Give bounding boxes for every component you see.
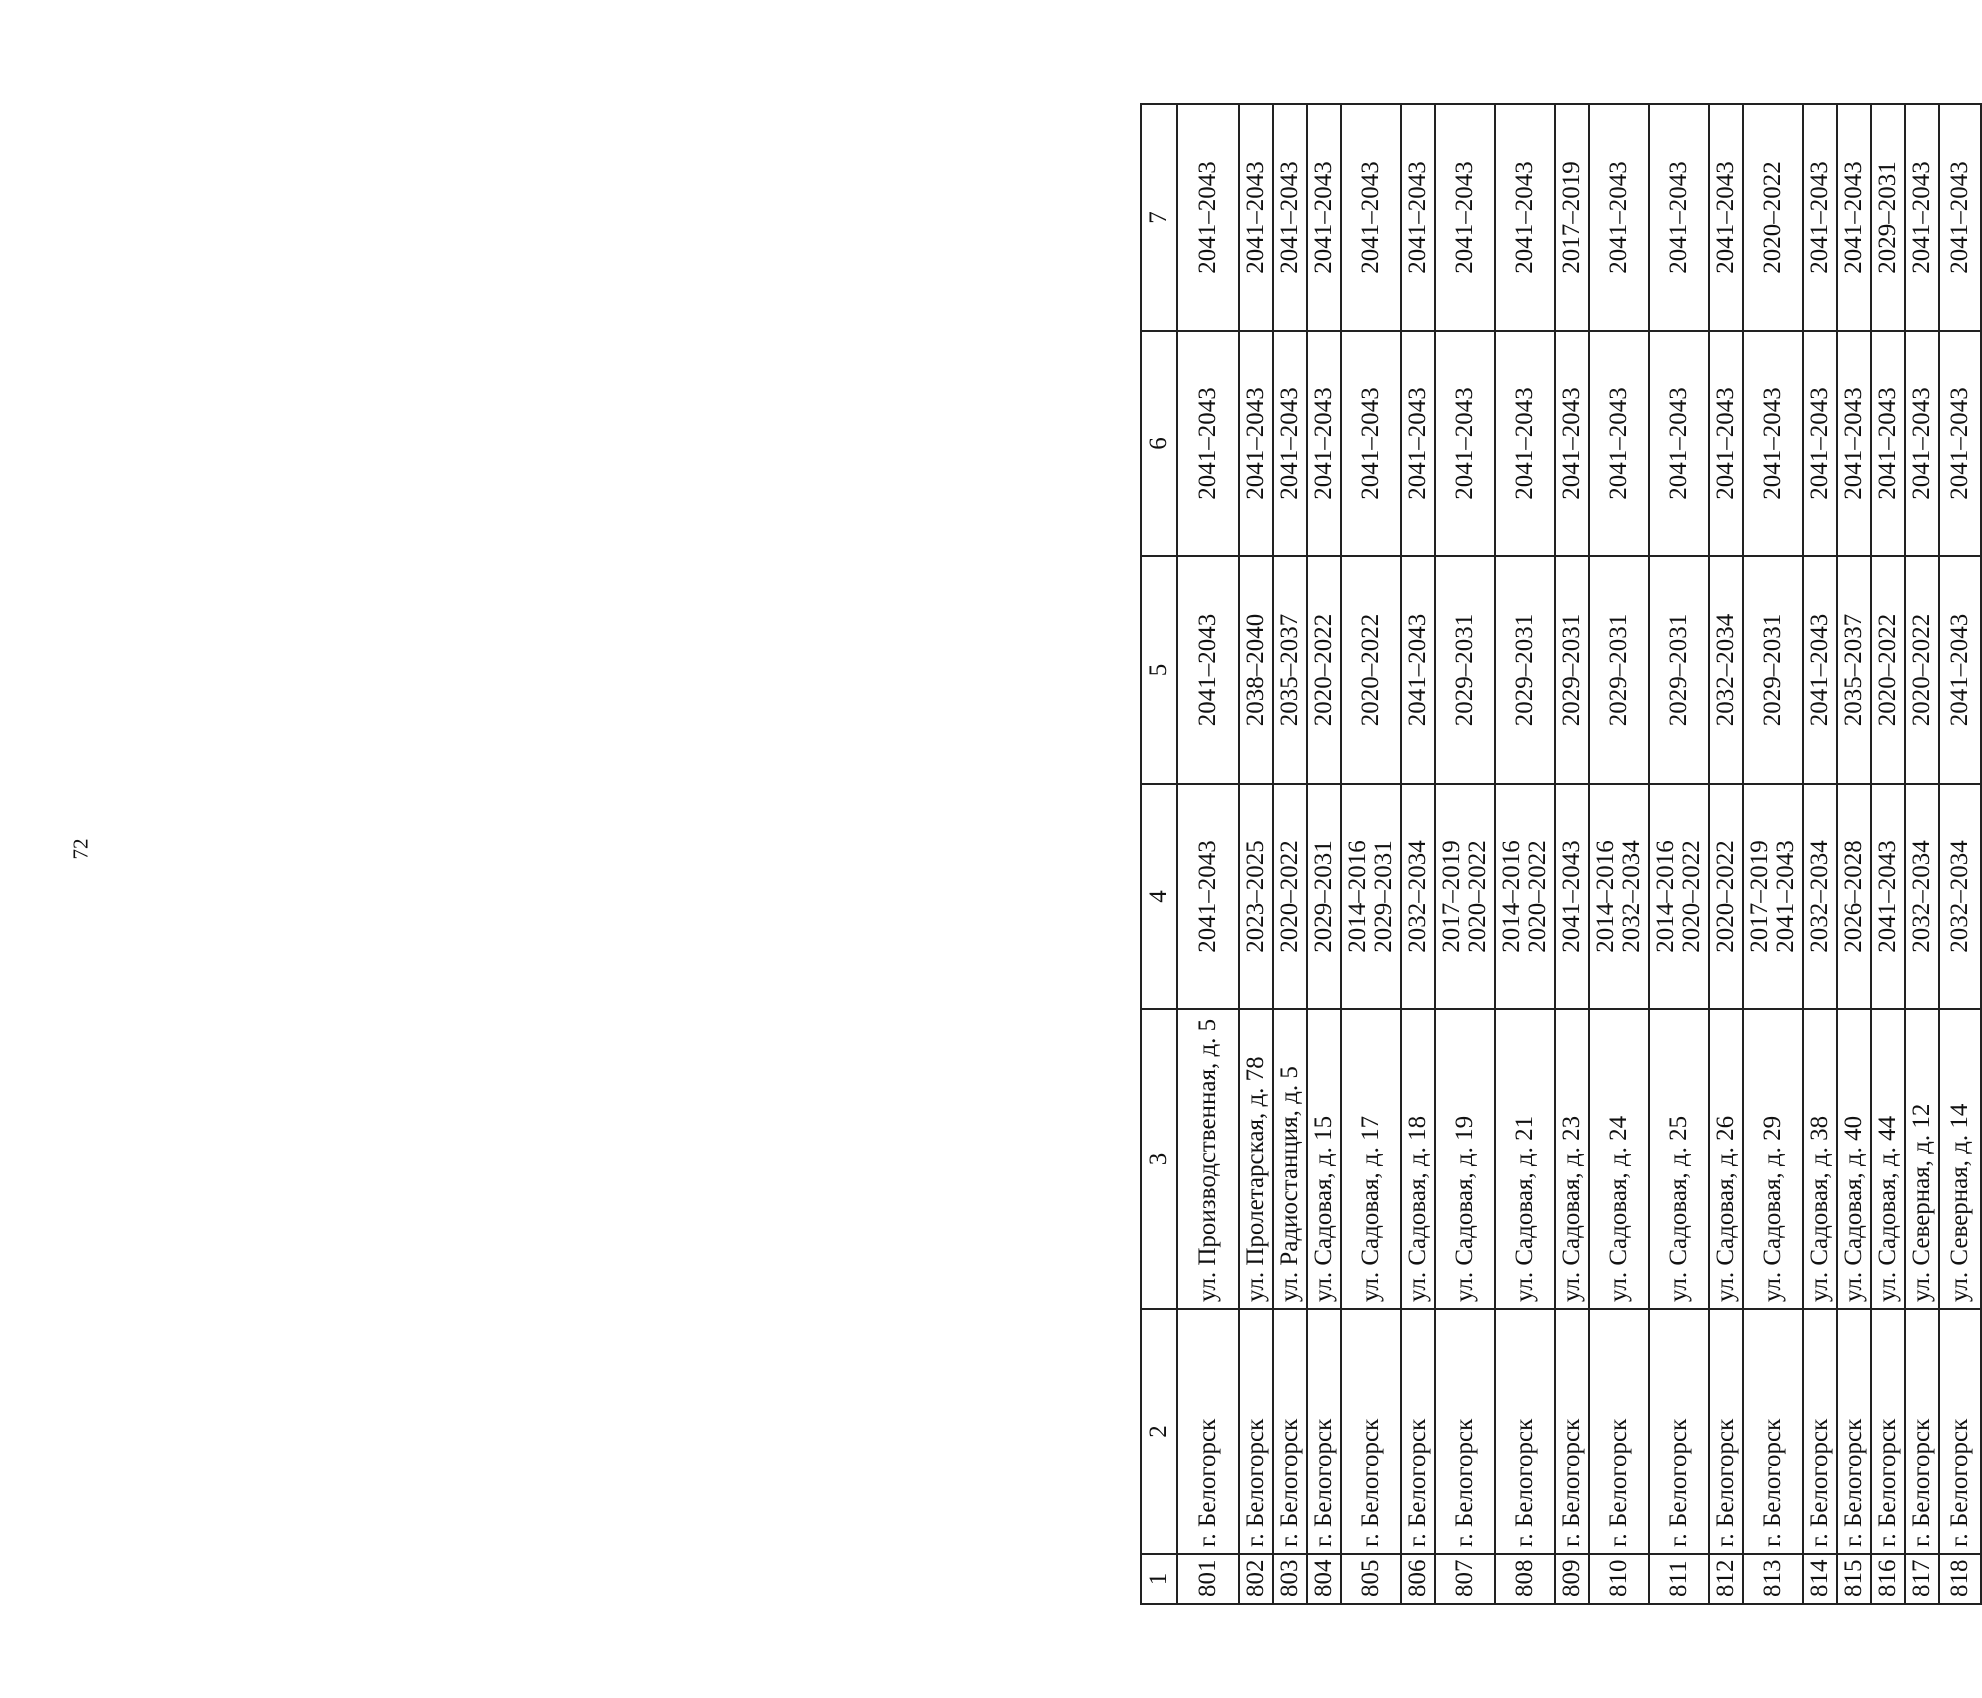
column-number-row: [1141, 104, 1177, 1604]
period-col6-cell: 2041–2043: [1555, 331, 1589, 556]
period-col6-cell: 2041–2043: [1743, 331, 1803, 556]
column-number: 4: [1141, 784, 1177, 1009]
period-col7-cell: 2041–2043: [1177, 104, 1239, 331]
row-number-cell: 803: [1273, 1554, 1307, 1604]
address-cell: ул. Радиостанция, д. 5: [1273, 1009, 1307, 1309]
city-cell: г. Белогорск: [1743, 1309, 1803, 1554]
column-number: 2: [1141, 1309, 1177, 1554]
address-cell: ул. Садовая, д. 17: [1341, 1009, 1401, 1309]
period-col4-cell: 2032–2034: [1905, 784, 1939, 1009]
city-cell: г. Белогорск: [1589, 1309, 1649, 1554]
period-col5-cell: 2029–2031: [1555, 556, 1589, 784]
address-cell: ул. Производственная, д. 5: [1177, 1009, 1239, 1309]
period-col4-cell: 2017–2019 2041–2043: [1743, 784, 1803, 1009]
period-col7-cell: 2041–2043: [1837, 104, 1871, 331]
period-col7-cell: 2017–2019: [1555, 104, 1589, 331]
table-row: [1273, 104, 1307, 1604]
table-row: [1177, 104, 1239, 1604]
period-col5-cell: 2032–2034: [1709, 556, 1743, 784]
period-col6-cell: 2041–2043: [1495, 331, 1555, 556]
row-number-cell: 812: [1709, 1554, 1743, 1604]
table-row: [1495, 104, 1555, 1604]
period-col5-cell: 2041–2043: [1177, 556, 1239, 784]
address-cell: ул. Садовая, д. 15: [1307, 1009, 1341, 1309]
address-cell: ул. Садовая, д. 29: [1743, 1009, 1803, 1309]
period-col7-cell: 2041–2043: [1341, 104, 1401, 331]
period-col6-cell: 2041–2043: [1589, 331, 1649, 556]
address-cell: ул. Садовая, д. 18: [1401, 1009, 1435, 1309]
table-row: [1905, 104, 1939, 1604]
period-col4-cell: 2023–2025: [1239, 784, 1273, 1009]
address-cell: ул. Садовая, д. 38: [1803, 1009, 1837, 1309]
city-cell: г. Белогорск: [1401, 1309, 1435, 1554]
city-cell: г. Белогорск: [1871, 1309, 1905, 1554]
row-number-cell: 807: [1435, 1554, 1495, 1604]
period-col6-cell: 2041–2043: [1803, 331, 1837, 556]
city-cell: г. Белогорск: [1837, 1309, 1871, 1554]
row-number-cell: 813: [1743, 1554, 1803, 1604]
period-col7-cell: 2041–2043: [1307, 104, 1341, 331]
period-col4-cell: 2041–2043: [1177, 784, 1239, 1009]
period-col7-cell: 2041–2043: [1649, 104, 1709, 331]
city-cell: г. Белогорск: [1939, 1309, 1981, 1554]
period-col6-cell: 2041–2043: [1709, 331, 1743, 556]
page-number: 72: [68, 838, 93, 860]
row-number-cell: 815: [1837, 1554, 1871, 1604]
period-col5-cell: 2020–2022: [1307, 556, 1341, 784]
period-col5-cell: 2029–2031: [1435, 556, 1495, 784]
address-cell: ул. Садовая, д. 25: [1649, 1009, 1709, 1309]
address-cell: ул. Садовая, д. 23: [1555, 1009, 1589, 1309]
address-cell: ул. Садовая, д. 19: [1435, 1009, 1495, 1309]
period-col5-cell: 2041–2043: [1401, 556, 1435, 784]
period-col6-cell: 2041–2043: [1837, 331, 1871, 556]
row-number-cell: 808: [1495, 1554, 1555, 1604]
row-number-cell: 809: [1555, 1554, 1589, 1604]
city-cell: г. Белогорск: [1905, 1309, 1939, 1554]
row-number-cell: 804: [1307, 1554, 1341, 1604]
period-col6-cell: 2041–2043: [1905, 331, 1939, 556]
row-number-cell: 801: [1177, 1554, 1239, 1604]
table-row: [1871, 104, 1905, 1604]
period-col7-cell: 2029–2031: [1871, 104, 1905, 331]
column-number: 6: [1141, 331, 1177, 556]
row-number-cell: 814: [1803, 1554, 1837, 1604]
table-row: [1803, 104, 1837, 1604]
column-number: 5: [1141, 556, 1177, 784]
city-cell: г. Белогорск: [1495, 1309, 1555, 1554]
table-row: [1435, 104, 1495, 1604]
period-col5-cell: 2029–2031: [1495, 556, 1555, 784]
period-col7-cell: 2041–2043: [1435, 104, 1495, 331]
period-col7-cell: 2041–2043: [1939, 104, 1981, 331]
period-col5-cell: 2041–2043: [1803, 556, 1837, 784]
period-col5-cell: 2038–2040: [1239, 556, 1273, 784]
period-col4-cell: 2032–2034: [1401, 784, 1435, 1009]
period-col5-cell: 2035–2037: [1837, 556, 1871, 784]
period-col6-cell: 2041–2043: [1273, 331, 1307, 556]
period-col7-cell: 2041–2043: [1495, 104, 1555, 331]
period-col6-cell: 2041–2043: [1307, 331, 1341, 556]
address-cell: ул. Северная, д. 14: [1939, 1009, 1981, 1309]
row-number-cell: 811: [1649, 1554, 1709, 1604]
city-cell: г. Белогорск: [1803, 1309, 1837, 1554]
period-col4-cell: 2032–2034: [1939, 784, 1981, 1009]
period-col5-cell: 2029–2031: [1743, 556, 1803, 784]
table-row: [1341, 104, 1401, 1604]
period-col5-cell: 2020–2022: [1871, 556, 1905, 784]
period-col4-cell: 2014–2016 2020–2022: [1649, 784, 1709, 1009]
row-number-cell: 805: [1341, 1554, 1401, 1604]
period-col7-cell: 2041–2043: [1803, 104, 1837, 331]
table-row: [1939, 104, 1981, 1604]
period-col6-cell: 2041–2043: [1871, 331, 1905, 556]
period-col4-cell: 2026–2028: [1837, 784, 1871, 1009]
city-cell: г. Белогорск: [1239, 1309, 1273, 1554]
city-cell: г. Белогорск: [1307, 1309, 1341, 1554]
period-col7-cell: 2020–2022: [1743, 104, 1803, 331]
table-row: [1649, 104, 1709, 1604]
period-col4-cell: 2029–2031: [1307, 784, 1341, 1009]
city-cell: г. Белогорск: [1273, 1309, 1307, 1554]
period-col4-cell: 2041–2043: [1871, 784, 1905, 1009]
address-cell: ул. Северная, д. 12: [1905, 1009, 1939, 1309]
period-col4-cell: 2017–2019 2020–2022: [1435, 784, 1495, 1009]
period-col5-cell: 2020–2022: [1341, 556, 1401, 784]
period-col5-cell: 2035–2037: [1273, 556, 1307, 784]
period-col4-cell: 2014–2016 2020–2022: [1495, 784, 1555, 1009]
schedule-table: [1140, 103, 1982, 1605]
period-col5-cell: 2029–2031: [1589, 556, 1649, 784]
period-col6-cell: 2041–2043: [1401, 331, 1435, 556]
period-col6-cell: 2041–2043: [1435, 331, 1495, 556]
table-row: [1239, 104, 1273, 1604]
row-number-cell: 806: [1401, 1554, 1435, 1604]
period-col6-cell: 2041–2043: [1649, 331, 1709, 556]
city-cell: г. Белогорск: [1435, 1309, 1495, 1554]
column-number: 1: [1141, 1554, 1177, 1604]
row-number-cell: 818: [1939, 1554, 1981, 1604]
period-col5-cell: 2020–2022: [1905, 556, 1939, 784]
city-cell: г. Белогорск: [1555, 1309, 1589, 1554]
city-cell: г. Белогорск: [1649, 1309, 1709, 1554]
table-row: [1837, 104, 1871, 1604]
address-cell: ул. Садовая, д. 44: [1871, 1009, 1905, 1309]
table-row: [1589, 104, 1649, 1604]
city-cell: г. Белогорск: [1341, 1309, 1401, 1554]
period-col4-cell: 2041–2043: [1555, 784, 1589, 1009]
period-col7-cell: 2041–2043: [1709, 104, 1743, 331]
period-col6-cell: 2041–2043: [1177, 331, 1239, 556]
address-cell: ул. Садовая, д. 24: [1589, 1009, 1649, 1309]
table-row: [1709, 104, 1743, 1604]
table-body: [1141, 104, 1981, 1604]
address-cell: ул. Пролетарская, д. 78: [1239, 1009, 1273, 1309]
period-col6-cell: 2041–2043: [1341, 331, 1401, 556]
address-cell: ул. Садовая, д. 40: [1837, 1009, 1871, 1309]
period-col4-cell: 2032–2034: [1803, 784, 1837, 1009]
period-col6-cell: 2041–2043: [1239, 331, 1273, 556]
row-number-cell: 802: [1239, 1554, 1273, 1604]
period-col4-cell: 2014–2016 2029–2031: [1341, 784, 1401, 1009]
table-row: [1401, 104, 1435, 1604]
period-col5-cell: 2041–2043: [1939, 556, 1981, 784]
period-col7-cell: 2041–2043: [1239, 104, 1273, 331]
period-col7-cell: 2041–2043: [1273, 104, 1307, 331]
row-number-cell: 810: [1589, 1554, 1649, 1604]
period-col4-cell: 2020–2022: [1273, 784, 1307, 1009]
address-cell: ул. Садовая, д. 21: [1495, 1009, 1555, 1309]
period-col7-cell: 2041–2043: [1589, 104, 1649, 331]
column-number: 3: [1141, 1009, 1177, 1309]
period-col5-cell: 2029–2031: [1649, 556, 1709, 784]
period-col4-cell: 2020–2022: [1709, 784, 1743, 1009]
row-number-cell: 817: [1905, 1554, 1939, 1604]
city-cell: г. Белогорск: [1709, 1309, 1743, 1554]
period-col4-cell: 2014–2016 2032–2034: [1589, 784, 1649, 1009]
period-col7-cell: 2041–2043: [1401, 104, 1435, 331]
table-row: [1307, 104, 1341, 1604]
period-col6-cell: 2041–2043: [1939, 331, 1981, 556]
period-col7-cell: 2041–2043: [1905, 104, 1939, 331]
city-cell: г. Белогорск: [1177, 1309, 1239, 1554]
table-row: [1555, 104, 1589, 1604]
address-cell: ул. Садовая, д. 26: [1709, 1009, 1743, 1309]
row-number-cell: 816: [1871, 1554, 1905, 1604]
column-number: 7: [1141, 104, 1177, 331]
table-row: [1743, 104, 1803, 1604]
